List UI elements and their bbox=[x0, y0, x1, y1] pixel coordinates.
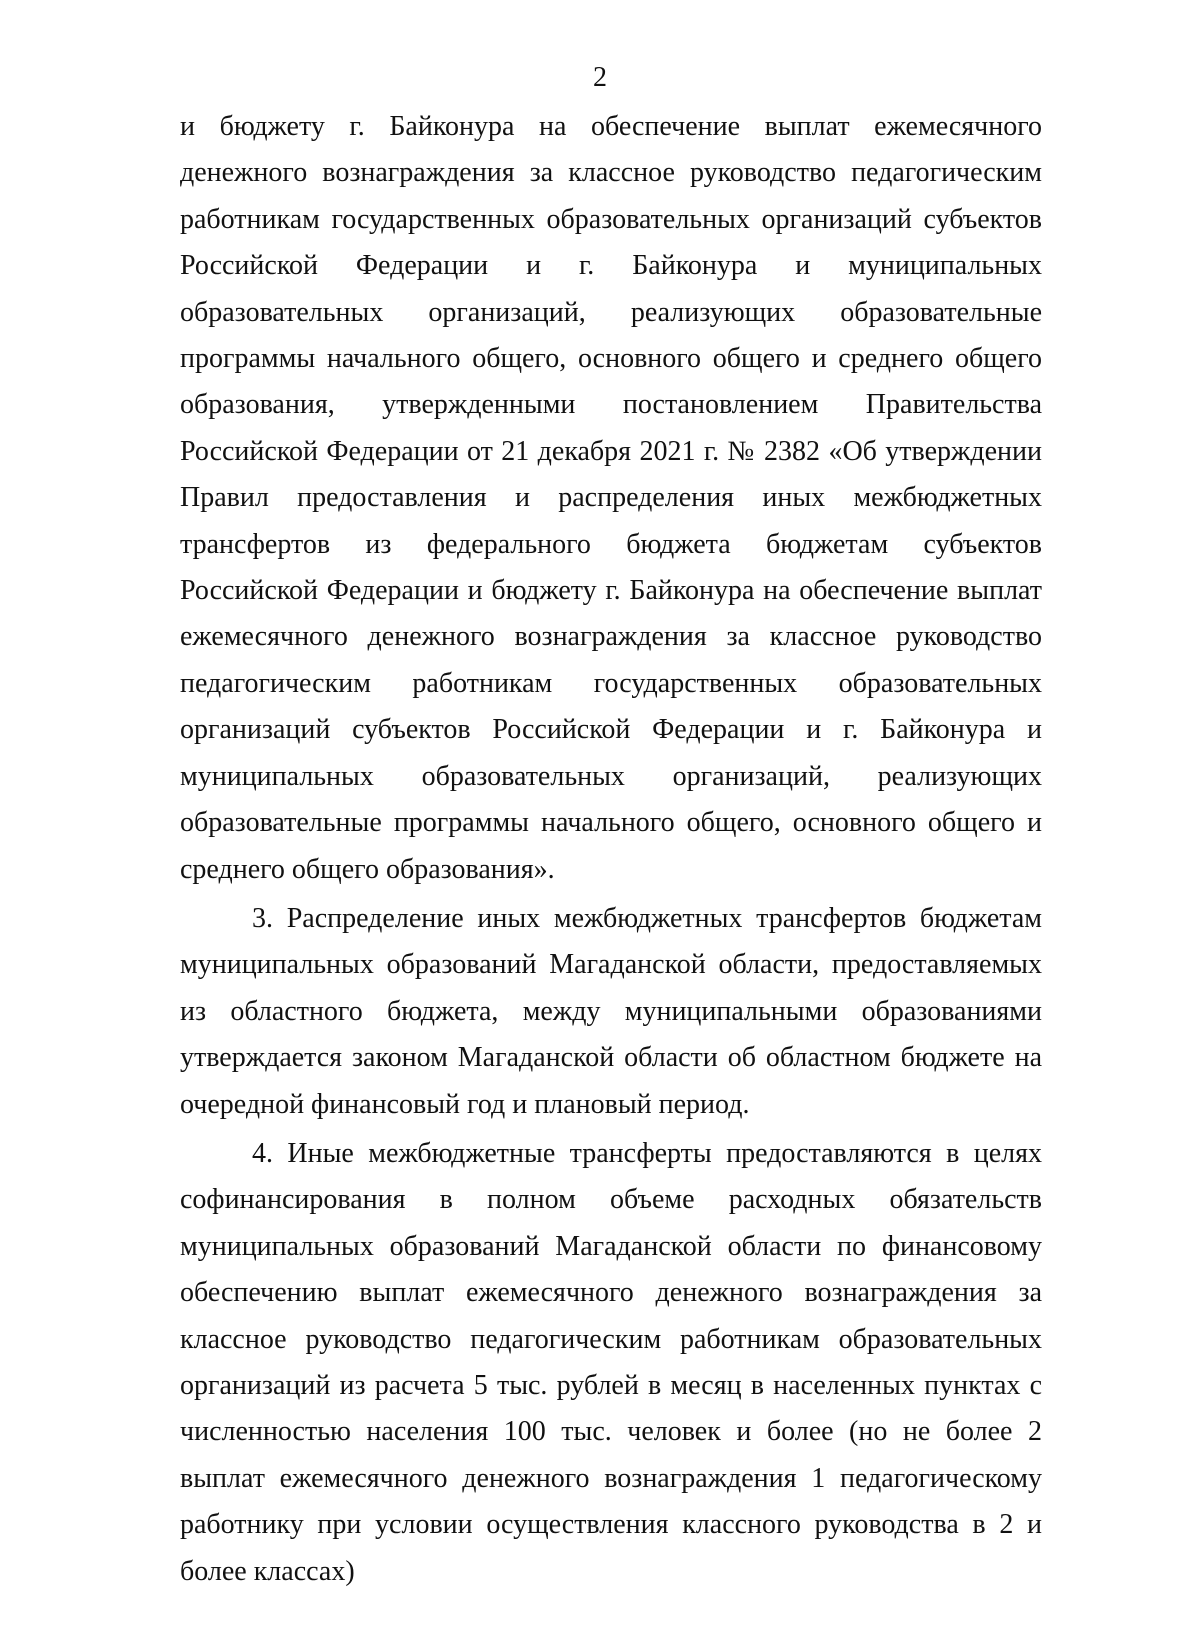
page-number: 2 bbox=[593, 62, 607, 93]
paragraph-continuation: и бюджету г. Байконура на обеспечение выплат ежемесячного денежного вознаграждения за классное руководство педагогическим работникам государственных образовательных организаций субъектов Российской Федерации и г. Байконура и муниципальных образовательных организаций, реализующих образовательные программы начального общего, основного общего и среднего общего образования, утвержденными постановлением Правительства Российской Федерации от 21 декабря 2021 г. № 2382 «Об утверждении Правил предоставления и распределения иных межбюджетных трансфертов из федерального бюджета бюджетам субъектов Российской Федерации и бюджету г. Байконура на обеспечение выплат ежемесячного денежного вознаграждения за классное руководство педагогическим работникам государственных образовательных организаций субъектов Российской Федерации и г. Байконура и муниципальных образовательных организаций, реализующих образовательные программы начального общего, основного общего и среднего общего образования». bbox=[180, 111, 1042, 885]
paragraph-item-4: 4. Иные межбюджетные трансферты предоставляются в целях софинансирования в полном объеме расходных обязательств муниципальных образований Магаданской области по финансовому обеспечению выплат ежемесячного денежного вознаграждения за классное руководство педагогическим работникам образовательных организаций из расчета 5 тыс. рублей в месяц в населенных пунктах с численностью населения 100 тыс. человек и более (но не более 2 выплат ежемесячного денежного вознаграждения 1 педагогическому работнику при условии осуществления классного руководства в 2 и более классах) bbox=[180, 1137, 1042, 1587]
document-body bbox=[180, 104, 1042, 1595]
paragraph-item-3: 3. Распределение иных межбюджетных трансфертов бюджетам муниципальных образований Магаданской области, предоставляемых из областного бюджета, между муниципальными образованиями утверждается законом Магаданской области об областном бюджете на очередной финансовый год и плановый период. bbox=[180, 902, 1042, 1120]
